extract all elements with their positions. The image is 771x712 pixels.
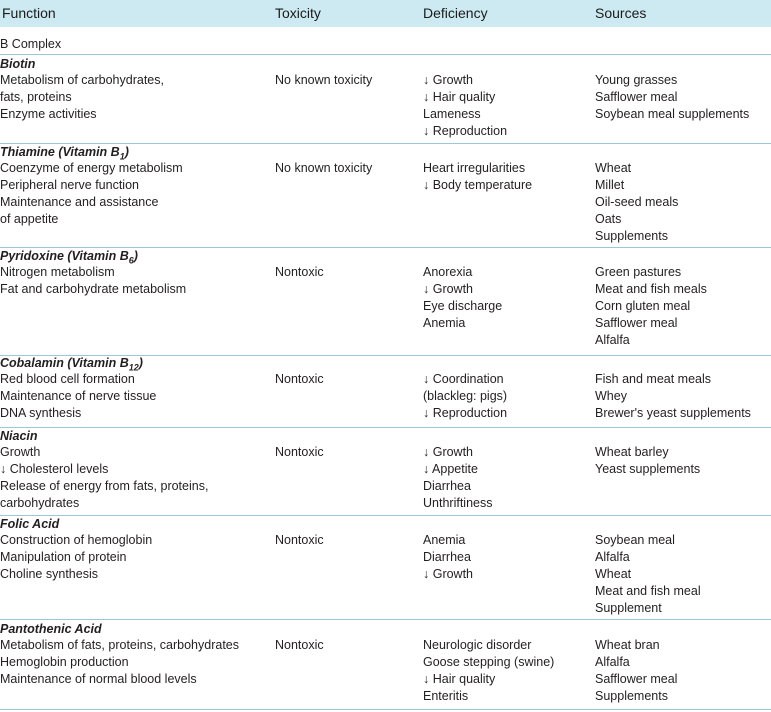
sources-line: Supplement xyxy=(595,601,662,615)
vitamin-subscript: 12 xyxy=(128,362,139,373)
row-separator xyxy=(0,247,771,248)
function-line: Maintenance of nerve tissue xyxy=(0,389,157,403)
deficiency-line: Eye discharge xyxy=(423,299,503,313)
function-line: Growth xyxy=(0,445,41,459)
deficiency-line: Lameness xyxy=(423,107,481,121)
deficiency-line: ↓ Appetite xyxy=(423,462,478,476)
sources-line: Alfalfa xyxy=(595,333,630,347)
deficiency-line: Anemia xyxy=(423,316,466,330)
sources-line: Safflower meal xyxy=(595,672,678,686)
vitamin-name xyxy=(0,517,59,531)
sources-line: Wheat bran xyxy=(595,638,660,652)
vitamin-name-text: Thiamine (Vitamin B xyxy=(0,145,120,159)
row-separator xyxy=(0,619,771,620)
sources-line: Wheat xyxy=(595,567,632,581)
header-toxicity: Toxicity xyxy=(275,5,321,21)
deficiency-line: Anemia xyxy=(423,533,466,547)
deficiency-line: Goose stepping (swine) xyxy=(423,655,555,669)
sources-line: Alfalfa xyxy=(595,550,630,564)
sources-line: Meat and fish meals xyxy=(595,282,707,296)
deficiency-line: ↓ Growth xyxy=(423,567,474,581)
vitamin-name-suffix: ) xyxy=(133,249,138,263)
deficiency-line: Enteritis xyxy=(423,689,469,703)
deficiency-line: Unthriftiness xyxy=(423,496,493,510)
header-deficiency: Deficiency xyxy=(423,5,488,21)
function-line: Choline synthesis xyxy=(0,567,98,581)
function-line: Construction of hemoglobin xyxy=(0,533,153,547)
toxicity-line: No known toxicity xyxy=(275,161,373,175)
header-function: Function xyxy=(2,5,56,21)
vitamin-subscript: 1 xyxy=(119,151,125,162)
sources-line: Safflower meal xyxy=(595,90,678,104)
deficiency-line: Diarrhea xyxy=(423,479,471,493)
sources-line: Oats xyxy=(595,212,622,226)
sources-line: Wheat barley xyxy=(595,445,669,459)
sources-line: Fish and meat meals xyxy=(595,372,712,386)
deficiency-line: ↓ Growth xyxy=(423,445,474,459)
function-line: Coenzyme of energy metabolism xyxy=(0,161,183,175)
toxicity-line: No known toxicity xyxy=(275,73,373,87)
deficiency-line: Anorexia xyxy=(423,265,473,279)
function-line: Enzyme activities xyxy=(0,107,97,121)
function-line: Peripheral nerve function xyxy=(0,178,139,192)
function-line: DNA synthesis xyxy=(0,406,82,420)
deficiency-line: ↓ Body temperature xyxy=(423,178,533,192)
toxicity-line: Nontoxic xyxy=(275,372,324,386)
sources-line: Millet xyxy=(595,178,625,192)
function-line: Metabolism of carbohydrates, xyxy=(0,73,164,87)
toxicity-line: Nontoxic xyxy=(275,265,324,279)
table-header xyxy=(0,0,771,27)
sources-line: Wheat xyxy=(595,161,632,175)
sources-line: Yeast supplements xyxy=(595,462,701,476)
sources-line: Meat and fish meal xyxy=(595,584,701,598)
sources-line: Whey xyxy=(595,389,627,403)
sources-line: Supplements xyxy=(595,229,668,243)
deficiency-line: ↓ Coordination xyxy=(423,372,504,386)
sources-line: Corn gluten meal xyxy=(595,299,691,313)
sources-line: Soybean meal xyxy=(595,533,675,547)
function-line: ↓ Cholesterol levels xyxy=(0,462,109,476)
function-line: Nitrogen metabolism xyxy=(0,265,115,279)
row-separator xyxy=(0,54,771,55)
sources-line: Safflower meal xyxy=(595,316,678,330)
vitamin-name-text: Niacin xyxy=(0,429,38,443)
sources-line: Supplements xyxy=(595,689,668,703)
group-label: B Complex xyxy=(0,37,62,51)
sources-line: Alfalfa xyxy=(595,655,630,669)
header-sources: Sources xyxy=(595,5,647,21)
function-line: fats, proteins xyxy=(0,90,72,104)
deficiency-line: ↓ Growth xyxy=(423,282,474,296)
row-separator xyxy=(0,143,771,144)
deficiency-line: ↓ Hair quality xyxy=(423,672,496,686)
function-line: Red blood cell formation xyxy=(0,372,135,386)
vitamin-name-text: Cobalamin (Vitamin B xyxy=(0,356,129,370)
toxicity-line: Nontoxic xyxy=(275,638,324,652)
deficiency-line: Heart irregularities xyxy=(423,161,526,175)
deficiency-line: ↓ Growth xyxy=(423,73,474,87)
bottom-rule xyxy=(0,709,771,710)
deficiency-line: ↓ Hair quality xyxy=(423,90,496,104)
vitamin-name-suffix: ) xyxy=(138,356,143,370)
vitamin-name-text: Biotin xyxy=(0,57,36,71)
vitamin-name xyxy=(0,429,38,443)
vitamin-name-text: Folic Acid xyxy=(0,517,60,531)
function-line: Hemoglobin production xyxy=(0,655,129,669)
function-line: Metabolism of fats, proteins, carbohydrates xyxy=(0,638,240,652)
deficiency-line: (blackleg: pigs) xyxy=(423,389,508,403)
deficiency-line: ↓ Reproduction xyxy=(423,406,508,420)
vitamin-name xyxy=(0,57,35,71)
toxicity-line: Nontoxic xyxy=(275,445,324,459)
deficiency-line: Neurologic disorder xyxy=(423,638,532,652)
sources-line: Oil-seed meals xyxy=(595,195,679,209)
sources-line: Soybean meal supplements xyxy=(595,107,750,121)
sources-line: Brewer's yeast supplements xyxy=(595,406,751,420)
deficiency-line: Diarrhea xyxy=(423,550,471,564)
function-line: Maintenance of normal blood levels xyxy=(0,672,197,686)
function-line: Fat and carbohydrate metabolism xyxy=(0,282,187,296)
function-line: Maintenance and assistance xyxy=(0,195,159,209)
vitamin-name-suffix: ) xyxy=(124,145,129,159)
vitamin-name-text: Pyridoxine (Vitamin B xyxy=(0,249,129,263)
sources-line: Young grasses xyxy=(595,73,678,87)
vitamin-name xyxy=(0,622,102,636)
function-line: of appetite xyxy=(0,212,59,226)
toxicity-line: Nontoxic xyxy=(275,533,324,547)
vitamin-subscript: 6 xyxy=(128,255,134,266)
sources-line: Green pastures xyxy=(595,265,682,279)
function-line: Release of energy from fats, proteins, xyxy=(0,479,209,493)
vitamin-name-text: Pantothenic Acid xyxy=(0,622,102,636)
function-line: carbohydrates xyxy=(0,496,80,510)
row-separator xyxy=(0,515,771,516)
row-separator xyxy=(0,427,771,428)
function-line: Manipulation of protein xyxy=(0,550,127,564)
deficiency-line: ↓ Reproduction xyxy=(423,124,508,138)
